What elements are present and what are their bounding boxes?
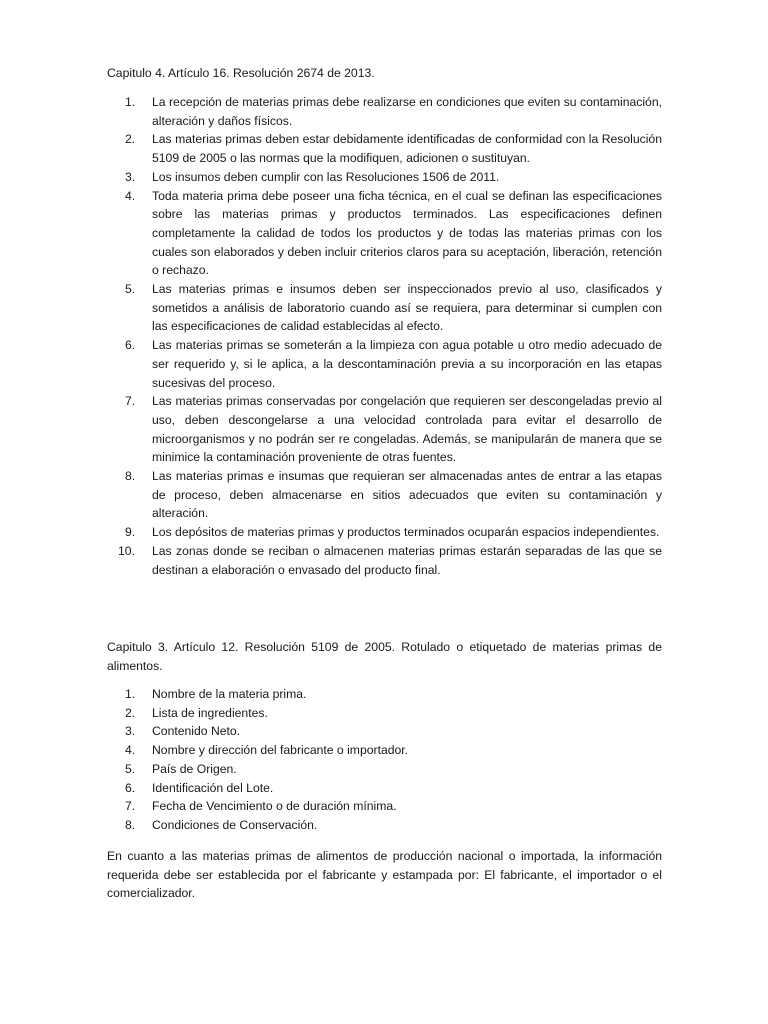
section1-list bbox=[107, 93, 662, 579]
list-item bbox=[107, 741, 662, 760]
list-item-number: 1. bbox=[125, 95, 136, 109]
section1-heading: Capitulo 4. Artículo 16. Resolución 2674 de 2013. bbox=[107, 66, 375, 80]
list-item bbox=[107, 523, 662, 542]
list-item bbox=[107, 797, 662, 816]
list-item-number: 10. bbox=[118, 543, 135, 558]
list-item-number: 8. bbox=[125, 469, 136, 484]
list-item-text: La recepción de materias primas debe realizarse en condiciones que eviten su contaminación, alteración y daños físicos. bbox=[152, 95, 662, 128]
list-item-text: Las materias primas e insumos deben ser inspeccionados previo al uso, clasificados y sometidos a análisis de laboratorio cuando así se requiera, para determinar si cumplen con las especificaciones de calidad establecidas al efecto. bbox=[152, 282, 662, 334]
list-item-number: 1. bbox=[125, 687, 136, 701]
list-item bbox=[107, 704, 662, 723]
list-item-number: 6. bbox=[125, 780, 136, 795]
closing-paragraph: En cuanto a las materias primas de alimentos de producción nacional o importada, la información requerida debe ser establecida por el fabricante y estampada por: El fabricante, el importador o el comercializador. bbox=[107, 849, 662, 900]
list-item bbox=[107, 816, 662, 835]
list-item-number: 5. bbox=[125, 761, 136, 776]
list-item-text: Toda materia prima debe poseer una ficha técnica, en el cual se definan las especificaciones sobre las materias primas y productos terminados. Las especificaciones definen completamente la calidad de todos los productos y de todas las materias primas con los cuales son elaborados y deben incluir criterios claros para su aceptación, liberación, retención o rechazo. bbox=[152, 188, 662, 278]
list-item bbox=[107, 280, 662, 336]
list-item bbox=[107, 187, 662, 281]
list-item bbox=[107, 130, 662, 167]
list-item-number: 3. bbox=[125, 169, 136, 184]
list-item bbox=[107, 542, 662, 579]
list-item-text: Identificación del Lote. bbox=[152, 780, 274, 795]
section2-list bbox=[107, 685, 662, 835]
list-item-number: 8. bbox=[125, 817, 136, 832]
list-item-number: 3. bbox=[125, 724, 136, 739]
section2-heading: Capitulo 3. Artículo 12. Resolución 5109 de 2005. Rotulado o etiquetado de materias primas de alimentos. bbox=[107, 640, 662, 673]
list-item-number: 2. bbox=[125, 705, 136, 720]
list-item-number: 4. bbox=[125, 188, 136, 203]
list-item bbox=[107, 467, 662, 523]
list-item-number: 2. bbox=[125, 132, 136, 147]
list-item-number: 4. bbox=[125, 743, 136, 758]
list-item-text: Las materias primas se someterán a la limpieza con agua potable u otro medio adecuado de ser requerido y, si le aplica, a la descontaminación previa a su incorporación en las etapas sucesivas del proceso. bbox=[152, 338, 662, 390]
list-item-text: Los depósitos de materias primas y productos terminados ocuparán espacios independientes. bbox=[152, 525, 660, 540]
list-item bbox=[107, 685, 662, 704]
list-item bbox=[107, 760, 662, 779]
list-item bbox=[107, 93, 662, 130]
list-item-text: Las zonas donde se reciban o almacenen materias primas estarán separadas de las que se destinan a elaboración o envasado del producto final. bbox=[152, 543, 662, 577]
list-item-number: 6. bbox=[125, 338, 136, 353]
list-item-text: Condiciones de Conservación. bbox=[152, 817, 318, 832]
list-item-text: Nombre y dirección del fabricante o importador. bbox=[152, 743, 409, 758]
list-item-number: 9. bbox=[125, 525, 136, 540]
list-item-text: Contenido Neto. bbox=[152, 724, 241, 739]
list-item bbox=[107, 722, 662, 741]
list-item-text: Los insumos deben cumplir con las Resoluciones 1506 de 2011. bbox=[152, 169, 500, 184]
list-item-text: Las materias primas deben estar debidamente identificadas de conformidad con la Resolución 5109 de 2005 o las normas que la modifiquen, adicionen o sustituyan. bbox=[152, 132, 662, 166]
list-item bbox=[107, 392, 662, 467]
list-item-number: 7. bbox=[125, 394, 136, 409]
list-item-number: 5. bbox=[125, 282, 136, 297]
list-item-text: Las materias primas e insumas que requieran ser almacenadas antes de entrar a las etapas de proceso, deben almacenarse en sitios adecuados que eviten su contaminación y alteración. bbox=[152, 469, 662, 521]
list-item-text: Fecha de Vencimiento o de duración mínima. bbox=[152, 799, 397, 814]
list-item-text: Las materias primas conservadas por congelación que requieren ser descongeladas previo al uso, deben descongelarse a una velocidad controlada para evitar el desarrollo de microorganismos y no podrán ser re congeladas. Además, se manipularán de manera que se minimice la contaminación proveniente de otras fuentes. bbox=[152, 394, 662, 465]
list-item bbox=[107, 779, 662, 798]
list-item-text: País de Origen. bbox=[152, 761, 237, 776]
list-item-number: 7. bbox=[125, 799, 136, 814]
list-item-text: Lista de ingredientes. bbox=[152, 705, 268, 720]
list-item bbox=[107, 336, 662, 392]
list-item bbox=[107, 168, 662, 187]
list-item-text: Nombre de la materia prima. bbox=[152, 687, 307, 701]
